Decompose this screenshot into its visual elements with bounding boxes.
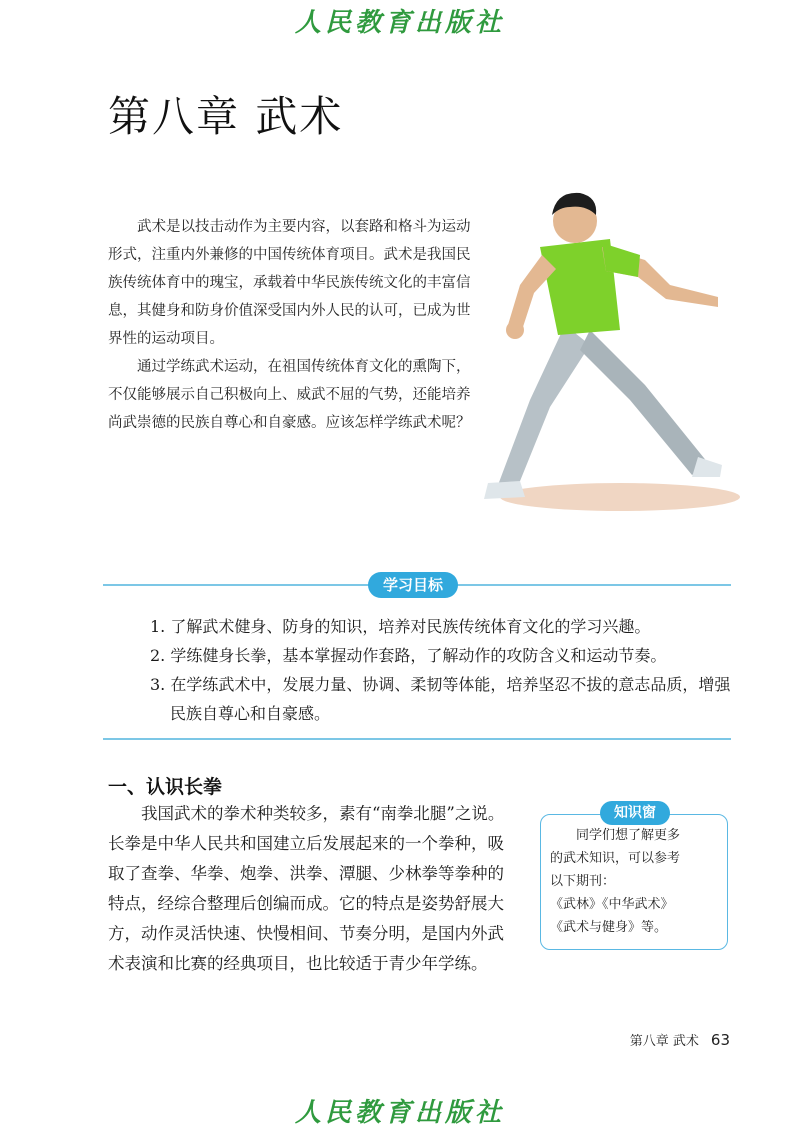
chapter-title: 第八章 武术 [108, 92, 344, 141]
goals-badge: 学习目标 [368, 572, 458, 598]
page-number: 63 [710, 1031, 730, 1049]
goal-item: 3. 在学练武术中，发展力量、协调、柔韧等体能，培养坚忍不拔的意志品质，增强民族自尊心和自豪感。 [150, 675, 731, 723]
section-body [108, 799, 520, 979]
publisher-footer: 人民教育出版社 [294, 1098, 505, 1128]
goals-divider-bottom [103, 738, 731, 740]
knowledge-line: 同学们想了解更多 [576, 828, 681, 843]
knowledge-line: 以下期刊： [550, 874, 616, 889]
section-paragraph: 我国武术的拳术种类较多，素有“南拳北腿”之说。长拳是中华人民共和国建立后发展起来的一个拳种，吸取了查拳、华拳、炮拳、洪拳、潭腿、少林拳等拳种的特点，经综合整理后创编而成。它的特点是姿势舒展大方，动作灵活快速、快慢相间、节奏分明，是国内外武术表演和比赛的经典项目，也比较适于青少年学练。 [108, 804, 505, 973]
knowledge-window-badge: 知识窗 [600, 801, 670, 825]
goal-item: 1. 了解武术健身、防身的知识，培养对民族传统体育文化的学习兴趣。 [150, 617, 651, 636]
footer-chapter: 第八章 武术 [629, 1034, 699, 1049]
intro-paragraph-1: 武术是以技击动作为主要内容，以套路和格斗为运动形式，注重内外兼修的中国传统体育项目。武术是我国民族传统体育中的瑰宝，承载着中华民族传统文化的丰富信息，其健身和防身价值深受国内外人民的认可，已成为世界性的运动项目。 [108, 219, 471, 347]
goal-item: 2. 学练健身长拳，基本掌握动作套路，了解动作的攻防含义和运动节奏。 [150, 646, 667, 665]
knowledge-line: 《武林》《中华武术》 [550, 897, 674, 912]
intro-text [108, 213, 474, 437]
knowledge-window-text [550, 824, 722, 939]
publisher-header: 人民教育出版社 [294, 8, 505, 38]
page-footer [630, 1030, 730, 1049]
intro-paragraph-2: 通过学练武术运动，在祖国传统体育文化的熏陶下，不仅能够展示自己积极向上、威武不屈的气势，还能培养尚武崇德的民族自尊心和自豪感。应该怎样学练武术呢？ [108, 359, 471, 431]
knowledge-line: 《武术与健身》等。 [550, 920, 668, 935]
section-title: 一、认识长拳 [108, 776, 223, 798]
knowledge-line: 的武术知识，可以参考 [550, 851, 681, 866]
martial-artist-figure [470, 185, 740, 515]
goals-list [150, 612, 740, 728]
